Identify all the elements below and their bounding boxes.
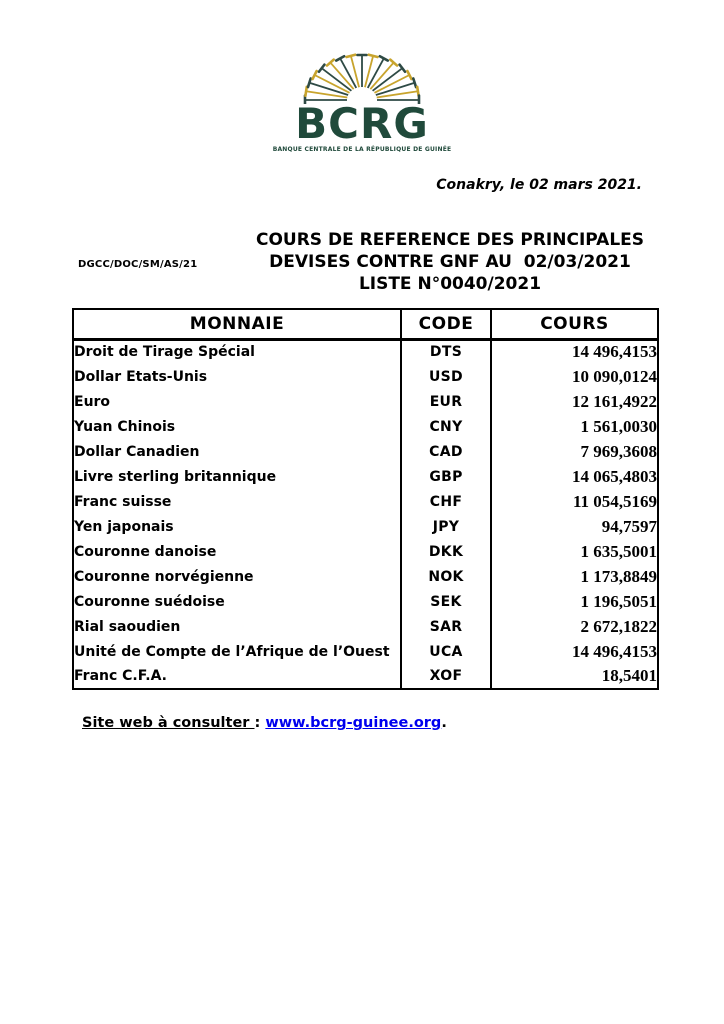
- cours-cell: 10 090,0124: [491, 364, 658, 389]
- logo-subtitle: BANQUE CENTRALE DE LA RÉPUBLIQUE DE GUINÉE: [272, 146, 452, 153]
- code-cell: USD: [401, 364, 491, 389]
- code-cell: UCA: [401, 639, 491, 664]
- logo-acronym: BCRG: [295, 99, 429, 148]
- table-row: [73, 614, 658, 639]
- dateline: Conakry, le 02 mars 2021.: [436, 177, 642, 193]
- cours-cell: 1 173,8849: [491, 564, 658, 589]
- monnaie-cell: Rial saoudien: [74, 618, 181, 635]
- title-line-2: DEVISES CONTRE GNF AU 02/03/2021: [269, 252, 631, 272]
- column-header-cours: COURS: [491, 309, 658, 339]
- cours-cell: 1 561,0030: [491, 414, 658, 439]
- title-line-3: LISTE N°0040/2021: [358, 274, 542, 294]
- code-cell: DTS: [401, 339, 491, 364]
- monnaie-cell: Couronne danoise: [74, 543, 217, 560]
- monnaie-cell: Euro: [74, 393, 111, 410]
- table-row: [73, 564, 658, 589]
- monnaie-cell: Livre sterling britannique: [74, 468, 277, 485]
- table-row: [73, 664, 658, 689]
- table-row: [73, 389, 658, 414]
- monnaie-cell: Yen japonais: [74, 518, 174, 535]
- table-row: [73, 364, 658, 389]
- monnaie-cell: Dollar Etats-Unis: [74, 368, 208, 385]
- code-cell: XOF: [401, 664, 491, 689]
- website-line: [82, 715, 447, 731]
- code-cell: CHF: [401, 489, 491, 514]
- code-cell: JPY: [401, 514, 491, 539]
- code-cell: SEK: [401, 589, 491, 614]
- table-header-row: [73, 309, 658, 339]
- table-row: [73, 539, 658, 564]
- title-line-1: COURS DE REFERENCE DES PRINCIPALES: [255, 230, 645, 250]
- code-cell: CAD: [401, 439, 491, 464]
- column-header-monnaie: MONNAIE: [73, 309, 401, 339]
- table-row: [73, 514, 658, 539]
- bcrg-logo: [0, 48, 724, 153]
- sunburst-rays-icon: [300, 48, 424, 104]
- cours-cell: 14 496,4153: [491, 639, 658, 664]
- monnaie-cell: Couronne suédoise: [74, 593, 225, 610]
- cours-cell: 7 969,3608: [491, 439, 658, 464]
- table-body: [73, 339, 658, 689]
- table-row: [73, 464, 658, 489]
- cours-cell: 1 635,5001: [491, 539, 658, 564]
- code-cell: DKK: [401, 539, 491, 564]
- code-cell: NOK: [401, 564, 491, 589]
- website-separator: :: [254, 715, 266, 731]
- monnaie-cell: Droit de Tirage Spécial: [74, 344, 255, 361]
- rates-table-container: [72, 308, 659, 690]
- website-label: Site web à consulter: [82, 715, 255, 731]
- monnaie-cell: Unité de Compte de l’Afrique de l’Ouest: [74, 643, 390, 660]
- cours-cell: 14 496,4153: [491, 339, 658, 364]
- monnaie-cell: Franc C.F.A.: [74, 668, 167, 684]
- table-row: [73, 589, 658, 614]
- cours-cell: 2 672,1822: [491, 614, 658, 639]
- website-link[interactable]: www.bcrg-guinee.org: [265, 715, 442, 731]
- website-period: .: [441, 715, 447, 731]
- cours-cell: 12 161,4922: [491, 389, 658, 414]
- table-row: [73, 489, 658, 514]
- cours-cell: 1 196,5051: [491, 589, 658, 614]
- monnaie-cell: Yuan Chinois: [74, 418, 176, 435]
- code-cell: GBP: [401, 464, 491, 489]
- monnaie-cell: Franc suisse: [74, 493, 172, 510]
- column-header-code: CODE: [401, 309, 491, 339]
- code-cell: CNY: [401, 414, 491, 439]
- table-row: [73, 414, 658, 439]
- cours-cell: 14 065,4803: [491, 464, 658, 489]
- rates-table: [72, 308, 659, 690]
- table-row: [73, 439, 658, 464]
- table-row: [73, 639, 658, 664]
- document-reference: DGCC/DOC/SM/AS/21: [78, 259, 198, 270]
- document-title: [230, 229, 670, 295]
- monnaie-cell: Couronne norvégienne: [74, 568, 254, 585]
- code-cell: EUR: [401, 389, 491, 414]
- code-cell: SAR: [401, 614, 491, 639]
- table-row: [73, 339, 658, 364]
- cours-cell: 11 054,5169: [491, 489, 658, 514]
- cours-cell: 94,7597: [491, 514, 658, 539]
- monnaie-cell: Dollar Canadien: [74, 443, 200, 460]
- cours-cell: 18,5401: [491, 664, 658, 689]
